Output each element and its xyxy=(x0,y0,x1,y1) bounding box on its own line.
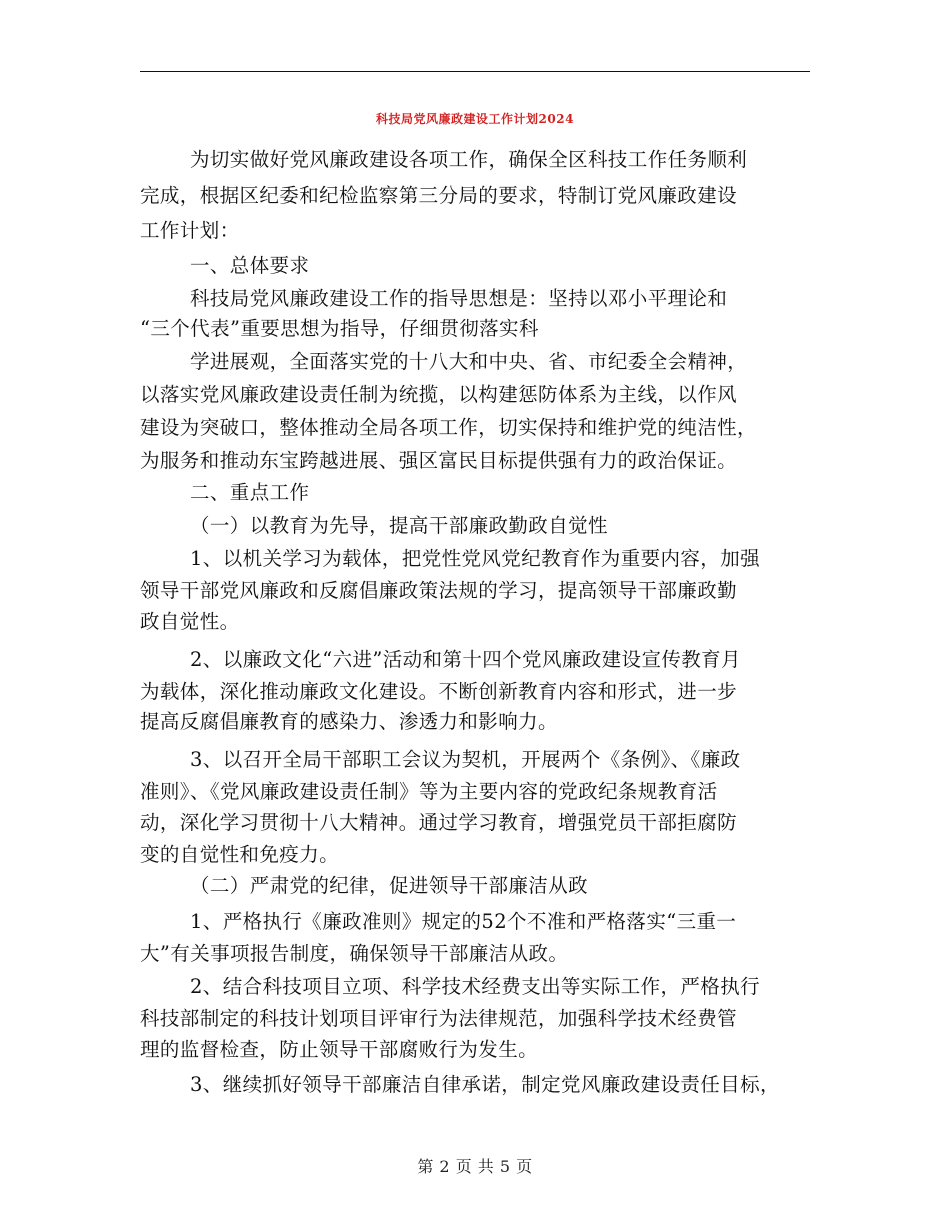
subsection-heading: （一）以教育为先导，提高干部廉政勤政自觉性 xyxy=(190,514,608,537)
text-line: 理的监督检查，防止领导干部腐败行为发生。 xyxy=(140,1038,539,1061)
section-heading: 一、总体要求 xyxy=(190,254,310,277)
text-line: 1、严格执行《廉政准则》规定的52个不准和严格落实“三重一 xyxy=(190,910,737,933)
section-heading: 二、重点工作 xyxy=(190,481,310,504)
text-line: 为服务和推动东宝跨越进展、强区富民目标提供强有力的政治保证。 xyxy=(140,449,738,472)
text-line: 政自觉性。 xyxy=(140,610,240,633)
text-line: 以落实党风廉政建设责任制为统揽，以构建惩防体系为主线，以作风 xyxy=(140,383,738,406)
text-line: 动，深化学习贯彻十八大精神。通过学习教育，增强党员干部拒腐防 xyxy=(140,811,738,834)
text-line: 1、以机关学习为载体，把党性党风党纪教育作为重要内容，加强 xyxy=(190,547,761,570)
text-line: 2、结合科技项目立项、科学技术经费支出等实际工作，严格执行 xyxy=(190,975,761,998)
page-number: 第 2 页 共 5 页 xyxy=(417,1157,533,1176)
text-line: 提高反腐倡廉教育的感染力、渗透力和影响力。 xyxy=(140,710,558,733)
text-line: 大”有关事项报告制度，确保领导干部廉洁从政。 xyxy=(140,942,569,965)
document-title: 科技局党风廉政建设工作计划2024 xyxy=(376,112,574,126)
text-line: 3、继续抓好领导干部廉洁自律承诺，制定党风廉政建设责任目标， xyxy=(190,1073,780,1096)
text-line: 工作计划： xyxy=(140,219,240,242)
text-line: 领导干部党风廉政和反腐倡廉政策法规的学习，提高领导干部廉政勤 xyxy=(140,579,738,602)
subsection-heading: （二）严肃党的纪律，促进领导干部廉洁从政 xyxy=(190,874,589,897)
text-line: 为载体，深化推动廉政文化建设。不断创新教育内容和形式，进一步 xyxy=(140,680,738,703)
text-line: 建设为突破口，整体推动全局各项工作，切实保持和维护党的纯洁性， xyxy=(140,416,757,439)
text-line: 完成，根据区纪委和纪检监察第三分局的要求，特制订党风廉政建设 xyxy=(140,184,738,207)
text-line: 为切实做好党风廉政建设各项工作，确保全区科技工作任务顺利 xyxy=(190,148,748,171)
text-line: “三个代表”重要思想为指导，仔细贯彻落实科 xyxy=(140,317,539,340)
text-line: 科技部制定的科技计划项目评审行为法律规范，加强科学技术经费管 xyxy=(140,1007,738,1030)
text-line: 变的自觉性和免疫力。 xyxy=(140,843,340,866)
text-line: 科技局党风廉政建设工作的指导思想是：坚持以邓小平理论和 xyxy=(190,287,728,310)
text-line: 3、以召开全局干部职工会议为契机，开展两个《条例》、《廉政 xyxy=(190,748,741,771)
text-line: 2、以廉政文化“六进”活动和第十四个党风廉政建设宣传教育月 xyxy=(190,648,741,671)
text-line: 准则》、《党风廉政建设责任制》等为主要内容的党政纪条规教育活 xyxy=(140,780,718,803)
text-line: 学进展观，全面落实党的十八大和中央、省、市纪委全会精神， xyxy=(190,350,748,373)
